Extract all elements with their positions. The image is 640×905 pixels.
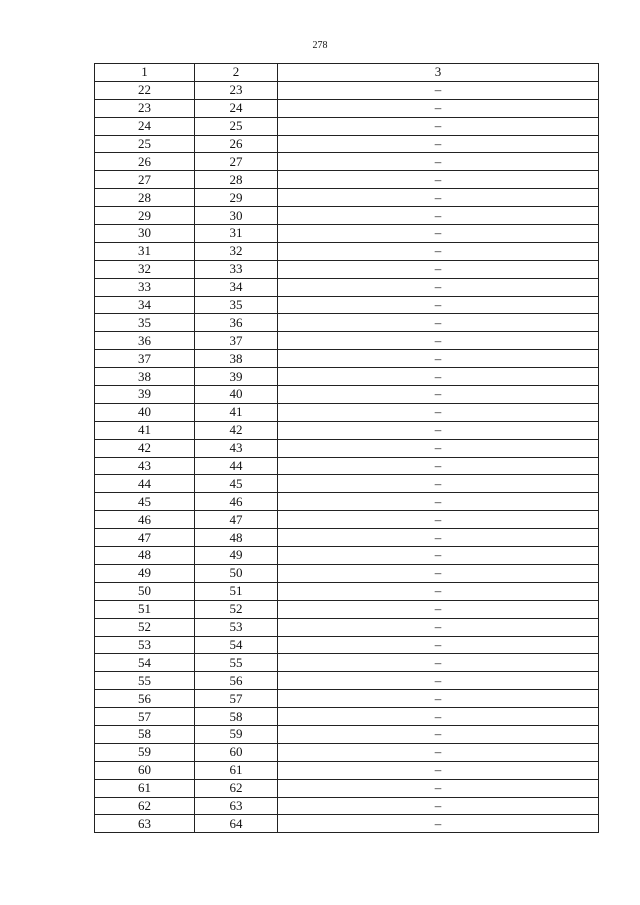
cell-col-2: 49 <box>195 547 278 565</box>
cell-col-2: 50 <box>195 564 278 582</box>
cell-col-2: 28 <box>195 171 278 189</box>
cell-col-3: – <box>278 421 599 439</box>
table-row <box>95 278 599 296</box>
cell-col-3: – <box>278 529 599 547</box>
cell-col-3: – <box>278 135 599 153</box>
cell-col-2: 59 <box>195 725 278 743</box>
table-row <box>95 153 599 171</box>
cell-col-2: 38 <box>195 350 278 368</box>
cell-col-1: 38 <box>95 368 195 386</box>
cell-col-3: – <box>278 564 599 582</box>
table-row <box>95 547 599 565</box>
cell-col-1: 35 <box>95 314 195 332</box>
cell-col-3: – <box>278 368 599 386</box>
table-row <box>95 529 599 547</box>
table-row <box>95 690 599 708</box>
cell-col-2: 39 <box>195 368 278 386</box>
table-row <box>95 225 599 243</box>
table-row <box>95 636 599 654</box>
cell-col-1: 57 <box>95 708 195 726</box>
cell-col-3: – <box>278 493 599 511</box>
cell-col-1: 32 <box>95 260 195 278</box>
cell-col-1: 42 <box>95 439 195 457</box>
cell-col-2: 57 <box>195 690 278 708</box>
cell-col-3: – <box>278 779 599 797</box>
table-row <box>95 421 599 439</box>
cell-col-1: 61 <box>95 779 195 797</box>
cell-col-3: – <box>278 117 599 135</box>
table-row <box>95 582 599 600</box>
cell-col-2: 48 <box>195 529 278 547</box>
cell-col-2: 23 <box>195 81 278 99</box>
cell-col-3: – <box>278 511 599 529</box>
cell-col-3: – <box>278 815 599 833</box>
cell-col-1: 55 <box>95 672 195 690</box>
table-row <box>95 564 599 582</box>
cell-col-1: 56 <box>95 690 195 708</box>
cell-col-3: – <box>278 654 599 672</box>
table-row <box>95 99 599 117</box>
table-row <box>95 672 599 690</box>
cell-col-1: 54 <box>95 654 195 672</box>
cell-col-2: 36 <box>195 314 278 332</box>
cell-col-3: – <box>278 547 599 565</box>
cell-col-2: 29 <box>195 189 278 207</box>
cell-col-3: – <box>278 761 599 779</box>
cell-col-1: 25 <box>95 135 195 153</box>
cell-col-3: – <box>278 314 599 332</box>
table-row <box>95 386 599 404</box>
cell-col-2: 25 <box>195 117 278 135</box>
cell-col-1: 24 <box>95 117 195 135</box>
table-row <box>95 475 599 493</box>
cell-col-3: – <box>278 725 599 743</box>
cell-col-1: 51 <box>95 600 195 618</box>
cell-col-2: 54 <box>195 636 278 654</box>
cell-col-3: – <box>278 189 599 207</box>
cell-col-1: 58 <box>95 725 195 743</box>
table-row <box>95 260 599 278</box>
cell-col-2: 42 <box>195 421 278 439</box>
cell-col-1: 22 <box>95 81 195 99</box>
cell-col-1: 46 <box>95 511 195 529</box>
cell-col-1: 62 <box>95 797 195 815</box>
cell-col-2: 61 <box>195 761 278 779</box>
cell-col-1: 45 <box>95 493 195 511</box>
cell-col-3: – <box>278 296 599 314</box>
cell-col-3: – <box>278 171 599 189</box>
cell-col-2: 58 <box>195 708 278 726</box>
cell-col-1: 47 <box>95 529 195 547</box>
table-row <box>95 797 599 815</box>
cell-col-2: 24 <box>195 99 278 117</box>
table-row <box>95 743 599 761</box>
table-row <box>95 207 599 225</box>
table-body <box>95 81 599 832</box>
cell-col-3: – <box>278 582 599 600</box>
cell-col-2: 33 <box>195 260 278 278</box>
column-header-2: 2 <box>195 64 278 82</box>
table-row <box>95 135 599 153</box>
cell-col-3: – <box>278 332 599 350</box>
cell-col-2: 46 <box>195 493 278 511</box>
cell-col-1: 33 <box>95 278 195 296</box>
cell-col-3: – <box>278 457 599 475</box>
cell-col-1: 53 <box>95 636 195 654</box>
cell-col-2: 62 <box>195 779 278 797</box>
table-row <box>95 189 599 207</box>
table-row <box>95 314 599 332</box>
cell-col-2: 31 <box>195 225 278 243</box>
cell-col-3: – <box>278 600 599 618</box>
cell-col-1: 28 <box>95 189 195 207</box>
cell-col-3: – <box>278 690 599 708</box>
cell-col-3: – <box>278 260 599 278</box>
cell-col-2: 35 <box>195 296 278 314</box>
table-row <box>95 761 599 779</box>
cell-col-1: 41 <box>95 421 195 439</box>
cell-col-2: 56 <box>195 672 278 690</box>
cell-col-3: – <box>278 636 599 654</box>
table-row <box>95 654 599 672</box>
cell-col-2: 63 <box>195 797 278 815</box>
cell-col-2: 34 <box>195 278 278 296</box>
cell-col-2: 64 <box>195 815 278 833</box>
table-row <box>95 439 599 457</box>
cell-col-1: 48 <box>95 547 195 565</box>
cell-col-2: 47 <box>195 511 278 529</box>
cell-col-3: – <box>278 153 599 171</box>
table-row <box>95 511 599 529</box>
cell-col-1: 36 <box>95 332 195 350</box>
table-row <box>95 368 599 386</box>
cell-col-2: 37 <box>195 332 278 350</box>
cell-col-3: – <box>278 99 599 117</box>
cell-col-1: 60 <box>95 761 195 779</box>
table-header <box>95 64 599 82</box>
table-row <box>95 117 599 135</box>
cell-col-2: 30 <box>195 207 278 225</box>
cell-col-1: 31 <box>95 242 195 260</box>
table-row <box>95 171 599 189</box>
cell-col-2: 52 <box>195 600 278 618</box>
data-table <box>94 63 599 833</box>
cell-col-2: 27 <box>195 153 278 171</box>
cell-col-1: 43 <box>95 457 195 475</box>
cell-col-2: 55 <box>195 654 278 672</box>
cell-col-1: 63 <box>95 815 195 833</box>
cell-col-3: – <box>278 242 599 260</box>
cell-col-1: 40 <box>95 403 195 421</box>
cell-col-3: – <box>278 475 599 493</box>
cell-col-3: – <box>278 743 599 761</box>
cell-col-2: 51 <box>195 582 278 600</box>
cell-col-2: 32 <box>195 242 278 260</box>
cell-col-3: – <box>278 672 599 690</box>
table-row <box>95 403 599 421</box>
cell-col-2: 43 <box>195 439 278 457</box>
cell-col-1: 39 <box>95 386 195 404</box>
cell-col-2: 41 <box>195 403 278 421</box>
cell-col-3: – <box>278 386 599 404</box>
cell-col-2: 53 <box>195 618 278 636</box>
table-row <box>95 81 599 99</box>
cell-col-2: 45 <box>195 475 278 493</box>
table-row <box>95 618 599 636</box>
cell-col-3: – <box>278 708 599 726</box>
cell-col-1: 29 <box>95 207 195 225</box>
table-row <box>95 815 599 833</box>
cell-col-1: 23 <box>95 99 195 117</box>
cell-col-3: – <box>278 225 599 243</box>
table-row <box>95 332 599 350</box>
cell-col-2: 40 <box>195 386 278 404</box>
cell-col-1: 37 <box>95 350 195 368</box>
cell-col-1: 50 <box>95 582 195 600</box>
cell-col-3: – <box>278 439 599 457</box>
cell-col-3: – <box>278 81 599 99</box>
column-header-1: 1 <box>95 64 195 82</box>
table-row <box>95 296 599 314</box>
table-row <box>95 457 599 475</box>
cell-col-1: 44 <box>95 475 195 493</box>
page-number: 278 <box>312 40 328 51</box>
cell-col-3: – <box>278 350 599 368</box>
table-row <box>95 493 599 511</box>
table-row <box>95 350 599 368</box>
table-row <box>95 708 599 726</box>
cell-col-1: 49 <box>95 564 195 582</box>
cell-col-3: – <box>278 618 599 636</box>
cell-col-1: 26 <box>95 153 195 171</box>
table-row <box>95 242 599 260</box>
cell-col-3: – <box>278 797 599 815</box>
cell-col-1: 59 <box>95 743 195 761</box>
cell-col-1: 52 <box>95 618 195 636</box>
table-row <box>95 779 599 797</box>
cell-col-3: – <box>278 403 599 421</box>
cell-col-2: 26 <box>195 135 278 153</box>
header-row <box>95 64 599 82</box>
cell-col-1: 27 <box>95 171 195 189</box>
cell-col-1: 34 <box>95 296 195 314</box>
table-row <box>95 725 599 743</box>
cell-col-2: 60 <box>195 743 278 761</box>
cell-col-1: 30 <box>95 225 195 243</box>
table-row <box>95 600 599 618</box>
cell-col-3: – <box>278 278 599 296</box>
cell-col-3: – <box>278 207 599 225</box>
cell-col-2: 44 <box>195 457 278 475</box>
column-header-3: 3 <box>278 64 599 82</box>
